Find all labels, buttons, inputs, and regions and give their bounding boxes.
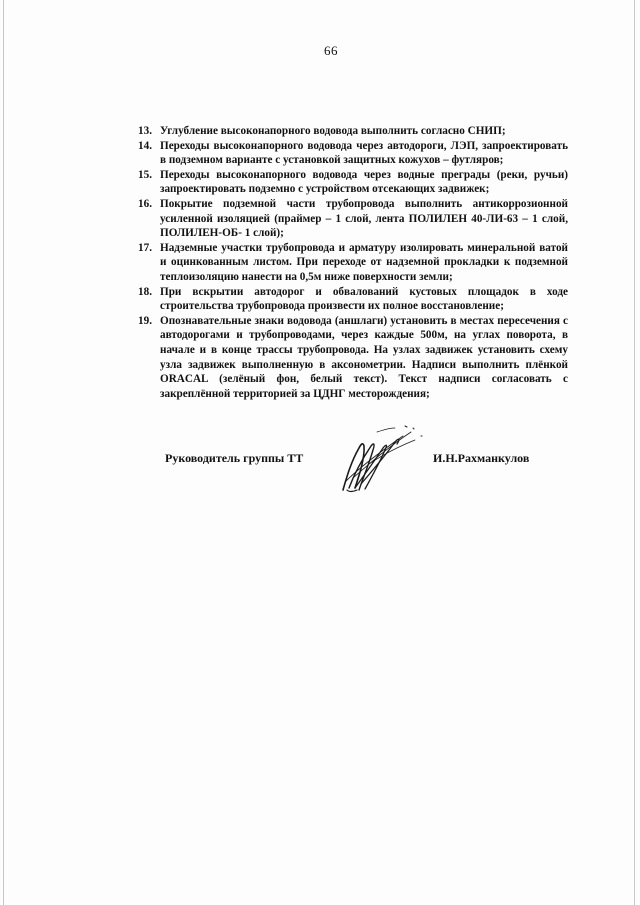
item-number: 18. (138, 285, 152, 298)
item-number: 16. (138, 197, 152, 210)
item-number: 15. (138, 168, 152, 181)
item-text: Углубление высоконапорного водовода выполнить согласно СНИП; (160, 125, 506, 137)
item-number: 13. (138, 125, 152, 137)
handwritten-signature (325, 418, 435, 498)
signatory-name: И.Н.Рахманкулов (433, 451, 530, 465)
item-text: Надземные участки трубопровода и арматуру изолировать минеральной ватой и оцинкованным листом. При переходе от надземной прокладки к подземной теплоизоляцию нанести на 0,5м ниже поверхности земли; (160, 241, 568, 283)
item-number: 19. (138, 314, 152, 327)
list-item (138, 241, 568, 285)
list-item (138, 124, 568, 139)
list-item (138, 197, 568, 241)
page-right-edge (634, 0, 635, 905)
item-number: 17. (138, 241, 152, 254)
item-text: При вскрытии автодорог и обвалований кустовых площадок в ходе строительства трубопровода произвести их полное восстановление; (160, 285, 568, 313)
item-text: Покрытие подземной части трубопровода выполнить антикоррозионной усиленной изоляцией (праймер – 1 слой, лента ПОЛИЛЕН 40-ЛИ-63 – 1 слой, ПОЛИЛЕН-ОБ- 1 слой); (160, 197, 568, 240)
list-item (138, 285, 568, 314)
item-number: 14. (138, 139, 152, 152)
item-text: Переходы высоконапорного водовода через водные преграды (реки, ручьи) запроектировать подземно с устройством отсекающих задвижек; (160, 168, 568, 196)
item-text: Переходы высоконапорного водовода через автодороги, ЛЭП, запроектировать в подземном варианте с установкой защитных кожухов – футляров; (160, 139, 568, 167)
list-item (138, 314, 568, 402)
page-left-edge (3, 0, 4, 905)
page-number: 66 (324, 43, 338, 58)
item-text: Опознавательные знаки водовода (аншлаги) установить в местах пересечения с автодорогами и трубопроводами, через каждые 500м, на углах поворота, в начале и в конце трассы трубопровода. На узлах задвижек установить схему узла задвижек выполненную в аксонометрии. Надписи выполнить плёнкой ORACAL (зелёный фон, белый текст). Текст надписи согласовать с закреплённой территорией за ЦДНГ месторождения; (160, 314, 568, 400)
requirements-list (138, 124, 568, 401)
list-item (138, 168, 568, 197)
signatory-role: Руководитель группы ТТ (165, 451, 304, 465)
list-item (138, 139, 568, 168)
